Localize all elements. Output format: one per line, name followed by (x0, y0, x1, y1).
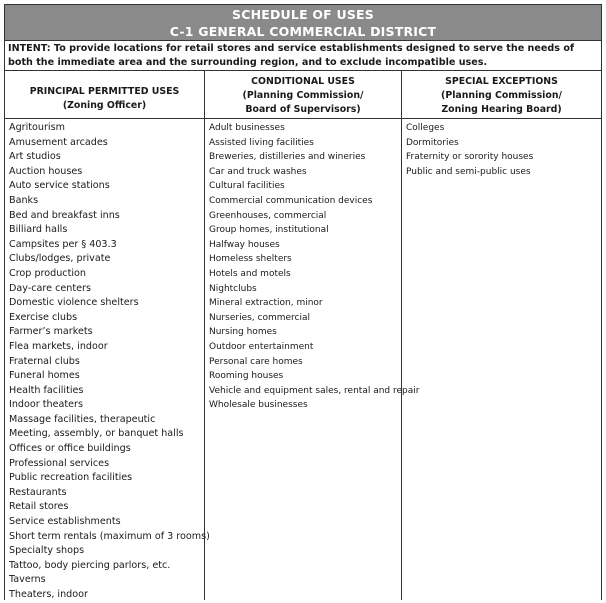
list-item: Nursing homes (209, 327, 277, 338)
list-item: Mineral extraction, minor (209, 298, 323, 309)
uses-columns (5, 71, 601, 600)
list-item: Rooming houses (209, 371, 284, 382)
special-exceptions-header (402, 71, 601, 119)
list-item: Exercise clubs (9, 311, 78, 323)
title-line-1: SCHEDULE OF USES (232, 7, 374, 22)
list-item: Billiard halls (9, 224, 68, 236)
conditional-uses-list (205, 119, 420, 413)
list-item: Halfway houses (209, 239, 280, 250)
list-item: Amusement arcades (9, 136, 108, 148)
list-item: Day-care centers (9, 282, 91, 294)
conditional-header-authority-2: Board of Supervisors) (245, 104, 361, 115)
list-item: Crop production (9, 267, 86, 279)
list-item: Art studios (9, 151, 61, 163)
list-item: Colleges (406, 123, 445, 133)
list-item: Specialty shops (9, 545, 85, 557)
list-item: Domestic violence shelters (9, 297, 139, 309)
list-item: Breweries, distilleries and wineries (209, 152, 366, 163)
list-item: Flea markets, indoor (9, 340, 108, 352)
list-item: Commercial communication devices (209, 195, 373, 206)
list-item: Auto service stations (9, 180, 110, 192)
list-item: Short term rentals (maximum of 3 rooms) (9, 530, 210, 542)
list-item: Nurseries, commercial (209, 312, 311, 323)
list-item: Clubs/lodges, private (9, 253, 111, 265)
list-item: Wholesale businesses (209, 400, 308, 411)
list-item: Auction houses (9, 165, 83, 177)
permitted-header-authority: (Zoning Officer) (62, 100, 147, 111)
list-item: Vehicle and equipment sales, rental and repair (209, 385, 420, 396)
list-item: Offices or office buildings (9, 443, 131, 455)
conditional-header-authority-1: (Planning Commission/ (242, 90, 364, 101)
conditional-uses-header (205, 71, 401, 119)
list-item: Outdoor entertainment (209, 341, 314, 352)
list-item: Retail stores (9, 501, 69, 513)
list-item: Public recreation facilities (9, 472, 133, 484)
special-header-authority-1: (Planning Commission/ (441, 90, 562, 101)
permitted-uses-list (5, 119, 210, 603)
list-item: Restaurants (9, 486, 67, 498)
list-item: Tattoo, body piercing parlors, etc. (9, 559, 171, 571)
list-item: Cultural facilities (209, 181, 285, 192)
list-item: Dormitories (406, 137, 459, 148)
list-item: Banks (9, 194, 39, 206)
list-item: Assisted living facilities (209, 137, 314, 148)
list-item: Adult businesses (209, 123, 285, 133)
list-item: Nightclubs (209, 283, 257, 294)
list-item: Personal care homes (209, 356, 303, 367)
special-exceptions-list (402, 119, 601, 179)
list-item: Taverns (9, 574, 46, 586)
conditional-header-title: CONDITIONAL USES (251, 76, 355, 87)
list-item: Professional services (9, 457, 110, 469)
permitted-uses-header (5, 71, 204, 119)
list-item: Funeral homes (9, 370, 80, 382)
list-item: Theaters, indoor (9, 589, 88, 600)
conditional-uses-column (205, 71, 420, 600)
list-item: Fraternal clubs (9, 355, 80, 367)
list-item: Massage facilities, therapeutic (9, 413, 156, 425)
list-item: Agritourism (9, 122, 65, 133)
list-item: Homeless shelters (209, 254, 292, 265)
special-header-authority-2: Zoning Hearing Board) (441, 104, 562, 115)
list-item: Meeting, assembly, or banquet halls (9, 428, 184, 440)
list-item: Public and semi-public uses (406, 166, 531, 177)
list-item: Bed and breakfast inns (9, 209, 120, 221)
list-item: Greenhouses, commercial (209, 210, 327, 221)
special-exceptions-column (402, 71, 601, 600)
permitted-uses-column (5, 71, 210, 600)
list-item: Health facilities (9, 384, 84, 396)
list-item: Campsites per § 403.3 (9, 238, 117, 250)
list-item: Hotels and motels (209, 268, 291, 279)
list-item: Group homes, institutional (209, 225, 329, 236)
schedule-of-uses-table (4, 4, 602, 600)
document-title (5, 5, 601, 41)
intent-statement: INTENT: To provide locations for retail stores and service establishments designed to serve the needs of both the immediate area and the surrounding region, and to exclude incompatible uses. (5, 41, 601, 71)
title-line-2: C-1 GENERAL COMMERCIAL DISTRICT (169, 24, 437, 39)
list-item: Indoor theaters (9, 399, 83, 411)
permitted-header-title: PRINCIPAL PERMITTED USES (29, 86, 180, 97)
list-item: Service establishments (9, 516, 121, 528)
list-item: Farmer’s markets (9, 326, 93, 338)
list-item: Fraternity or sorority houses (406, 152, 534, 163)
special-header-title: SPECIAL EXCEPTIONS (445, 76, 558, 87)
list-item: Car and truck washes (209, 166, 307, 177)
